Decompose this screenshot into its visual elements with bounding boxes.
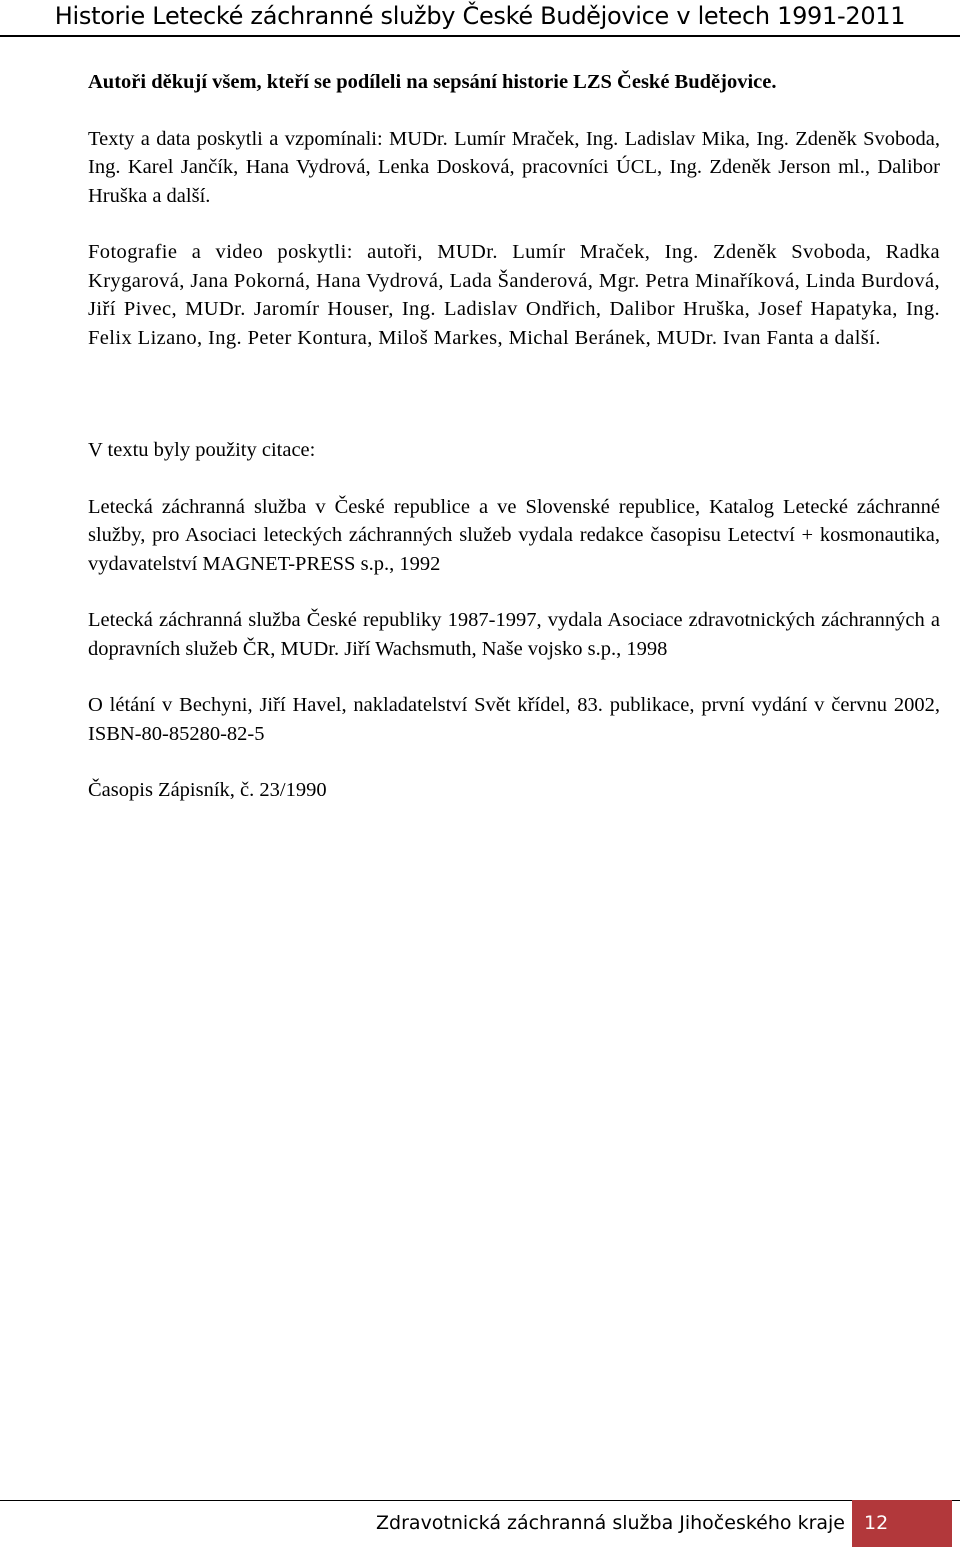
page-content: [88, 68, 940, 805]
header-title: Historie Letecké záchranné služby České Budějovice v letech 1991-2011: [54, 2, 906, 30]
page-number: 12: [852, 1500, 952, 1547]
photo-contributors: Fotografie a video poskytli: autoři, MUDr. Lumír Mraček, Ing. Zdeněk Svoboda, Radka Krygarová, Jana Pokorná, Hana Vydrová, Lada Šanderová, Mgr. Petra Minaříková, Linda Burdová, Jiří Pivec, MUDr. Jaromír Houser, Ing. Ladislav Ondřich, Dalibor Hruška, Josef Hapatyka, Ing. Felix Lizano, Ing. Peter Kontura, Miloš Markes, Michal Beránek, MUDr. Ivan Fanta a další.: [88, 241, 940, 349]
citation-item: Letecká záchranná služba České republiky 1987-1997, vydala Asociace zdravotnických záchranných a dopravních služeb ČR, MUDr. Jiří Wachsmuth, Naše vojsko s.p., 1998: [88, 609, 940, 660]
footer-organization: Zdravotnická záchranná služba Jihočeského kraje: [376, 1512, 845, 1534]
citations-heading: V textu byly použity citace:: [88, 439, 316, 461]
page-footer: [0, 1500, 960, 1551]
header-divider: [0, 35, 960, 37]
citation-item: Letecká záchranná služba v České republice a ve Slovenské republice, Katalog Letecké záchranné služby, pro Asociaci leteckých záchranných služeb vydala redakce časopisu Letectví + kosmonautika, vydavatelství MAGNET-PRESS s.p., 1992: [88, 495, 940, 575]
citation-item: O létání v Bechyni, Jiří Havel, nakladatelství Svět křídel, 83. publikace, první vydání v červnu 2002, ISBN-80-85280-82-5: [88, 694, 940, 745]
page-header: [0, 0, 960, 42]
texts-contributors: Texty a data poskytli a vzpomínali: MUDr. Lumír Mraček, Ing. Ladislav Mika, Ing. Zdeněk Svoboda, Ing. Karel Jančík, Hana Vydrová, Lenka Dosková, pracovníci ÚCL, Ing. Zdeněk Jerson ml., Dalibor Hruška a další.: [88, 127, 940, 207]
acknowledgement: Autoři děkují všem, kteří se podíleli na sepsání historie LZS České Budějovice.: [88, 71, 777, 93]
citation-item: Časopis Zápisník, č. 23/1990: [88, 779, 327, 801]
footer-divider: [0, 1500, 960, 1501]
